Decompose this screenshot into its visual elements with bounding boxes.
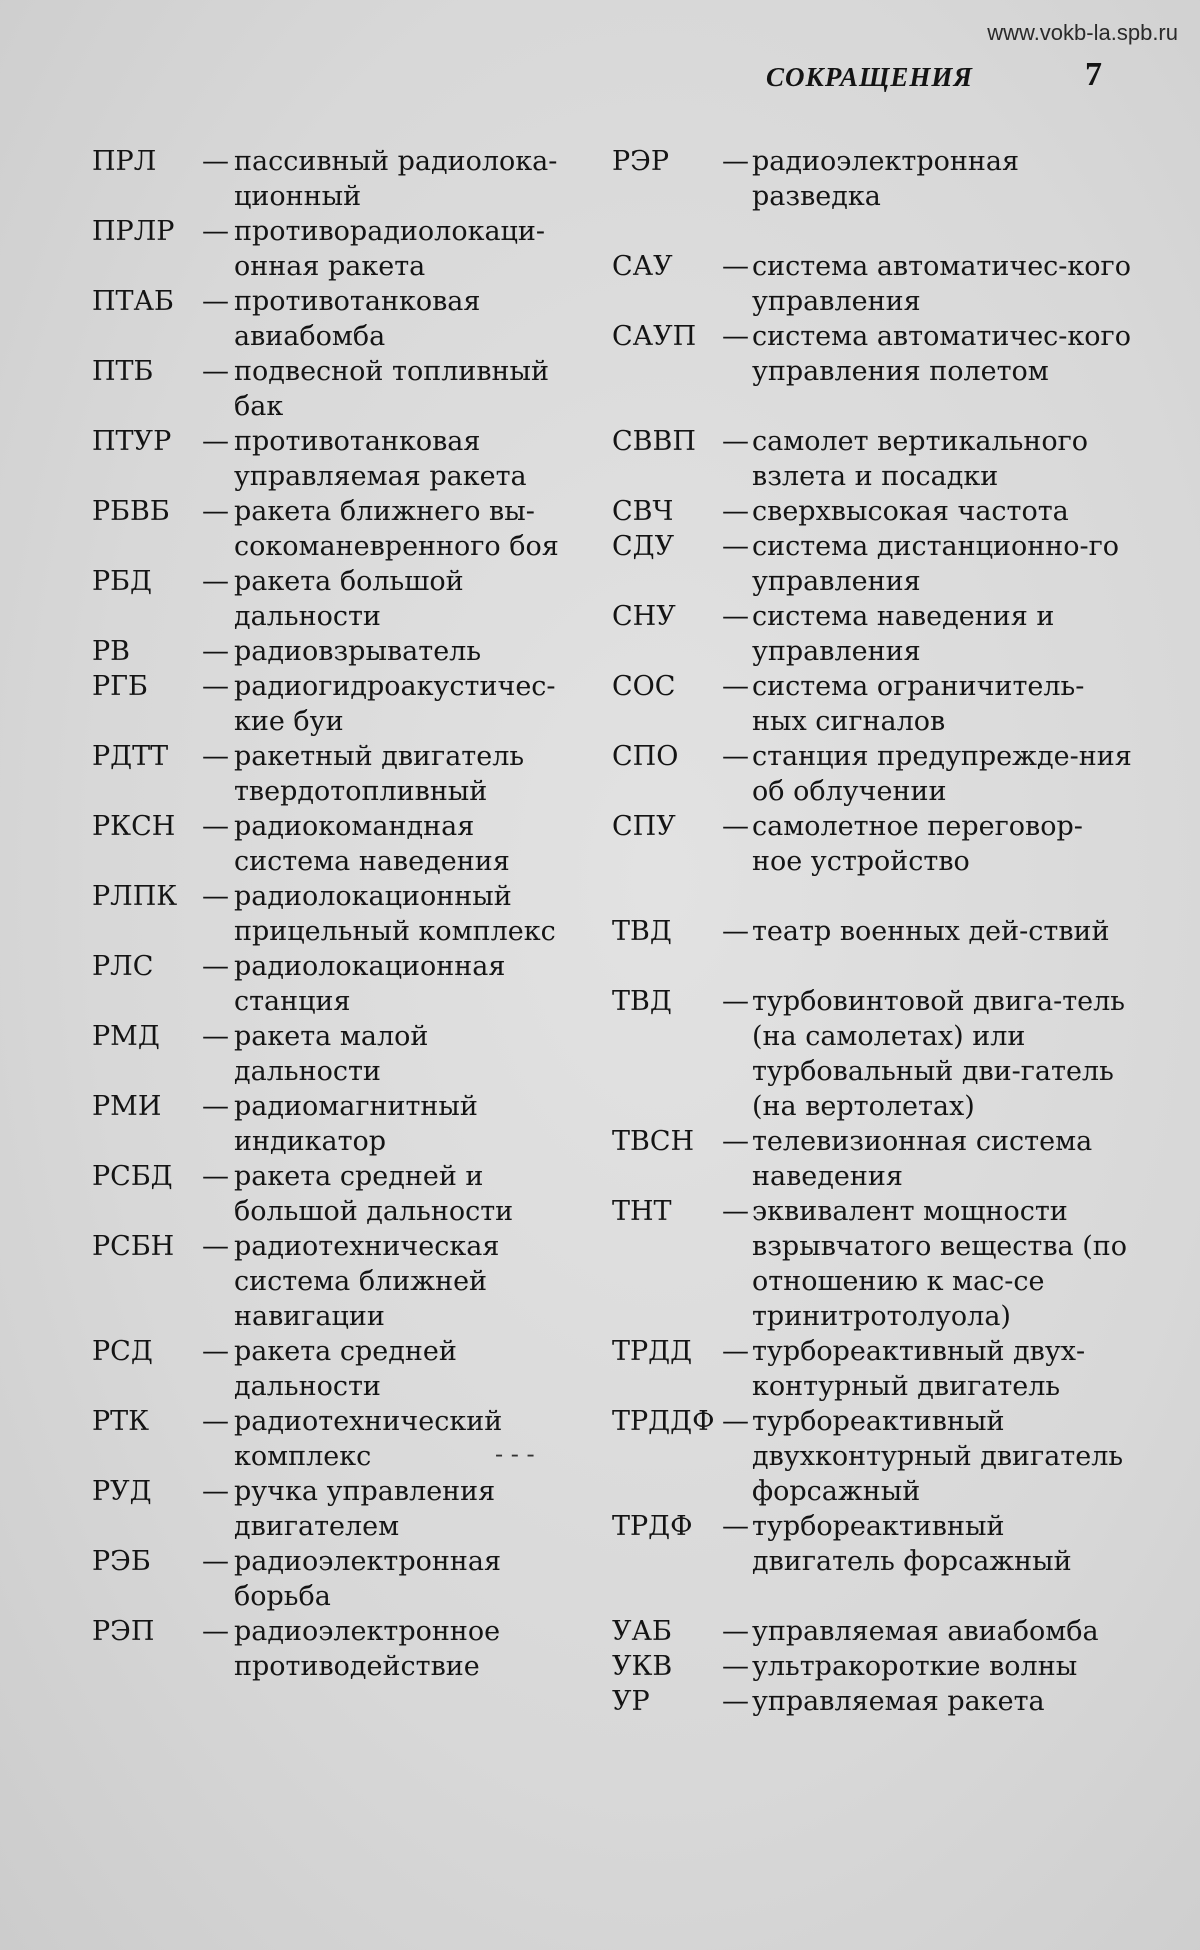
abbreviation-term: УКВ bbox=[612, 1651, 673, 1682]
abbreviation-entry bbox=[612, 529, 1132, 599]
abbreviation-definition: турбореактивный двухконтурный двигатель форсажный bbox=[752, 1406, 1124, 1507]
abbreviation-definition: радиоэлектронная борьба bbox=[234, 1546, 501, 1612]
abbreviation-definition: ракетный двигатель твердотопливный bbox=[234, 741, 525, 807]
em-dash: — bbox=[722, 531, 749, 562]
abbreviation-definition: подвесной топливный бак bbox=[234, 356, 550, 422]
abbreviation-term: РУД bbox=[92, 1476, 152, 1507]
em-dash: — bbox=[202, 1336, 229, 1367]
abbreviation-term: РЭП bbox=[92, 1616, 155, 1647]
em-dash: — bbox=[202, 1616, 229, 1647]
em-dash: — bbox=[722, 916, 749, 947]
em-dash: — bbox=[202, 496, 229, 527]
abbreviation-entry bbox=[612, 914, 1132, 984]
abbreviation-term: ТРДДФ bbox=[612, 1406, 715, 1437]
abbreviation-term: РБД bbox=[92, 566, 152, 597]
abbreviation-term: РЭБ bbox=[92, 1546, 151, 1577]
em-dash: — bbox=[722, 1511, 749, 1542]
abbreviation-definition: противотанковая авиабомба bbox=[234, 286, 481, 352]
abbreviation-definition: противорадиолокаци-онная ракета bbox=[234, 216, 546, 282]
abbreviation-definition: радиолокационный прицельный комплекс bbox=[234, 881, 556, 947]
em-dash: — bbox=[202, 1161, 229, 1192]
abbreviation-term: РВ bbox=[92, 636, 131, 667]
em-dash: — bbox=[722, 1686, 749, 1717]
abbreviation-entry bbox=[612, 1509, 1132, 1579]
em-dash: — bbox=[722, 146, 749, 177]
abbreviation-entry bbox=[92, 144, 572, 214]
abbreviation-term: СВЧ bbox=[612, 496, 674, 527]
abbreviation-entry bbox=[612, 809, 1132, 879]
abbreviation-definition: ультракороткие волны bbox=[752, 1651, 1078, 1682]
abbreviation-term: РЛПК bbox=[92, 881, 178, 912]
abbreviation-term: ТРДД bbox=[612, 1336, 693, 1367]
abbreviation-definition: ракета ближнего вы-сокоманевренного боя bbox=[234, 496, 559, 562]
abbreviation-definition: система ограничитель-ных сигналов bbox=[752, 671, 1085, 737]
em-dash: — bbox=[722, 601, 749, 632]
abbreviation-entry bbox=[92, 634, 572, 669]
abbreviation-entry bbox=[92, 1229, 572, 1334]
em-dash: — bbox=[722, 986, 749, 1017]
abbreviation-definition: радиотехническая система ближней навигации bbox=[234, 1231, 500, 1332]
abbreviation-term: ПРЛР bbox=[92, 216, 175, 247]
abbreviation-definition: радиомагнитный индикатор bbox=[234, 1091, 478, 1157]
abbreviation-entry bbox=[92, 1159, 572, 1229]
abbreviation-definition: ракета средней и большой дальности bbox=[234, 1161, 514, 1227]
abbreviation-term: УР bbox=[612, 1686, 650, 1717]
abbreviation-definition: самолетное переговор-ное устройство bbox=[752, 811, 1083, 877]
abbreviation-entry bbox=[92, 1544, 572, 1614]
abbreviation-definition: театр военных дей-ствий bbox=[752, 916, 1110, 947]
abbreviation-definition: радиокомандная система наведения bbox=[234, 811, 510, 877]
abbreviation-entry bbox=[612, 669, 1132, 739]
abbreviation-entry bbox=[92, 1614, 572, 1684]
abbreviation-definition: радиовзрыватель bbox=[234, 636, 482, 667]
abbreviation-definition: ручка управления двигателем bbox=[234, 1476, 496, 1542]
em-dash: — bbox=[722, 811, 749, 842]
em-dash: — bbox=[202, 741, 229, 772]
abbreviation-term: СПО bbox=[612, 741, 679, 772]
abbreviation-term: РМД bbox=[92, 1021, 160, 1052]
abbreviation-definition: ракета средней дальности bbox=[234, 1336, 457, 1402]
abbreviation-term: УАБ bbox=[612, 1616, 672, 1647]
abbreviation-term: РБВБ bbox=[92, 496, 170, 527]
em-dash: — bbox=[722, 1196, 749, 1227]
abbreviation-definition: радиоэлектронное противодействие bbox=[234, 1616, 501, 1682]
abbreviation-term: САУП bbox=[612, 321, 697, 352]
abbreviation-term: РТК bbox=[92, 1406, 150, 1437]
em-dash: — bbox=[722, 1651, 749, 1682]
abbreviation-entry bbox=[612, 1684, 1132, 1719]
abbreviation-term: ТРДФ bbox=[612, 1511, 693, 1542]
abbreviation-term: ПТАБ bbox=[92, 286, 174, 317]
abbreviation-entry bbox=[92, 564, 572, 634]
abbreviation-entry bbox=[92, 669, 572, 739]
em-dash: — bbox=[202, 951, 229, 982]
abbreviation-term: ПТУР bbox=[92, 426, 172, 457]
abbreviation-entry bbox=[92, 1474, 572, 1544]
abbreviation-term: СВВП bbox=[612, 426, 696, 457]
em-dash: — bbox=[202, 811, 229, 842]
em-dash: — bbox=[202, 216, 229, 247]
abbreviation-entry bbox=[612, 249, 1132, 319]
abbreviation-entry bbox=[612, 319, 1132, 424]
section-title: СОКРАЩЕНИЯ bbox=[766, 62, 973, 92]
abbreviation-term: СОС bbox=[612, 671, 676, 702]
abbreviations-right-column bbox=[612, 144, 1132, 1719]
abbreviation-term: ТВСН bbox=[612, 1126, 695, 1157]
em-dash: — bbox=[202, 1231, 229, 1262]
site-watermark: www.vokb-la.spb.ru bbox=[987, 20, 1178, 45]
abbreviation-term: РКСН bbox=[92, 811, 176, 842]
abbreviation-term: РЛС bbox=[92, 951, 154, 982]
abbreviation-entry bbox=[612, 424, 1132, 494]
abbreviation-entry bbox=[92, 494, 572, 564]
abbreviation-definition: турбореактивный двух-контурный двигатель bbox=[752, 1336, 1086, 1402]
em-dash: — bbox=[202, 286, 229, 317]
abbreviation-term: РСД bbox=[92, 1336, 153, 1367]
em-dash: — bbox=[722, 251, 749, 282]
abbreviation-term: РМИ bbox=[92, 1091, 162, 1122]
abbreviation-entry bbox=[612, 599, 1132, 669]
abbreviation-entry bbox=[612, 1649, 1132, 1684]
abbreviation-entry bbox=[92, 879, 572, 949]
em-dash: — bbox=[202, 881, 229, 912]
abbreviation-term: СПУ bbox=[612, 811, 676, 842]
em-dash: — bbox=[202, 671, 229, 702]
em-dash: — bbox=[202, 1406, 229, 1437]
abbreviation-entry bbox=[612, 1334, 1132, 1404]
em-dash: — bbox=[722, 321, 749, 352]
em-dash: — bbox=[202, 1091, 229, 1122]
page-number: 7 bbox=[1085, 56, 1102, 93]
em-dash: — bbox=[722, 741, 749, 772]
abbreviation-entry bbox=[612, 1194, 1132, 1334]
em-dash: — bbox=[202, 146, 229, 177]
em-dash: — bbox=[722, 496, 749, 527]
abbreviation-definition: система дистанционно-го управления bbox=[752, 531, 1119, 597]
abbreviation-term: САУ bbox=[612, 251, 673, 282]
stray-print-mark: - - - bbox=[495, 1440, 535, 1468]
abbreviation-definition: радиогидроакустичес-кие буи bbox=[234, 671, 556, 737]
em-dash: — bbox=[202, 1546, 229, 1577]
abbreviation-entry bbox=[92, 949, 572, 1019]
abbreviation-definition: радиоэлектронная разведка bbox=[752, 146, 1019, 212]
em-dash: — bbox=[202, 1021, 229, 1052]
abbreviation-entry bbox=[612, 739, 1132, 809]
abbreviation-term: РСБН bbox=[92, 1231, 175, 1262]
abbreviation-definition: радиолокационная станция bbox=[234, 951, 506, 1017]
abbreviation-entry bbox=[92, 424, 572, 494]
abbreviation-definition: турбовинтовой двига-тель (на самолетах) или турбовальный дви-гатель (на вертолетах) bbox=[752, 986, 1125, 1122]
abbreviation-definition: система автоматичес-кого управления bbox=[752, 251, 1131, 317]
abbreviation-term: ТНТ bbox=[612, 1196, 672, 1227]
abbreviation-term: ПТБ bbox=[92, 356, 154, 387]
abbreviation-entry bbox=[92, 1019, 572, 1089]
abbreviation-definition: ракета большой дальности bbox=[234, 566, 464, 632]
abbreviation-definition: станция предупрежде-ния об облучении bbox=[752, 741, 1132, 807]
abbreviation-definition: ракета малой дальности bbox=[234, 1021, 429, 1087]
em-dash: — bbox=[202, 636, 229, 667]
em-dash: — bbox=[202, 1476, 229, 1507]
abbreviation-definition: противотанковая управляемая ракета bbox=[234, 426, 527, 492]
abbreviation-term: РДТТ bbox=[92, 741, 169, 772]
abbreviation-entry bbox=[612, 1614, 1132, 1649]
abbreviation-term: СНУ bbox=[612, 601, 676, 632]
abbreviation-entry bbox=[92, 284, 572, 354]
em-dash: — bbox=[722, 671, 749, 702]
abbreviation-entry bbox=[92, 1334, 572, 1404]
abbreviation-entry bbox=[612, 984, 1132, 1124]
abbreviation-definition: система наведения и управления bbox=[752, 601, 1055, 667]
em-dash: — bbox=[722, 1616, 749, 1647]
abbreviation-definition: пассивный радиолока-ционный bbox=[234, 146, 558, 212]
abbreviation-definition: эквивалент мощности взрывчатого вещества (по отношению к мас-се тринитротолуола) bbox=[752, 1196, 1128, 1332]
abbreviation-entry bbox=[612, 144, 1132, 214]
em-dash: — bbox=[722, 1126, 749, 1157]
em-dash: — bbox=[722, 426, 749, 457]
abbreviation-definition: управляемая ракета bbox=[752, 1686, 1045, 1717]
abbreviation-definition: радиотехнический комплекс bbox=[234, 1406, 503, 1472]
abbreviation-entry bbox=[92, 354, 572, 424]
abbreviation-term: РСБД bbox=[92, 1161, 173, 1192]
abbreviation-term: ТВД bbox=[612, 916, 672, 947]
abbreviation-definition: турбореактивный двигатель форсажный bbox=[752, 1511, 1072, 1577]
em-dash: — bbox=[202, 426, 229, 457]
abbreviation-definition: управляемая авиабомба bbox=[752, 1616, 1099, 1647]
abbreviation-term: РГБ bbox=[92, 671, 148, 702]
abbreviation-entry bbox=[92, 214, 572, 284]
em-dash: — bbox=[202, 566, 229, 597]
abbreviation-definition: телевизионная система наведения bbox=[752, 1126, 1093, 1192]
abbreviation-entry bbox=[92, 739, 572, 809]
abbreviation-entry bbox=[92, 1089, 572, 1159]
abbreviation-entry bbox=[612, 1404, 1132, 1509]
abbreviation-definition: система автоматичес-кого управления полетом bbox=[752, 321, 1131, 387]
em-dash: — bbox=[722, 1406, 749, 1437]
abbreviation-term: ПРЛ bbox=[92, 146, 157, 177]
abbreviation-definition: сверхвысокая частота bbox=[752, 496, 1069, 527]
abbreviation-entry bbox=[612, 1124, 1132, 1194]
abbreviation-term: РЭР bbox=[612, 146, 669, 177]
abbreviation-term: СДУ bbox=[612, 531, 675, 562]
abbreviation-definition: самолет вертикального взлета и посадки bbox=[752, 426, 1088, 492]
em-dash: — bbox=[722, 1336, 749, 1367]
em-dash: — bbox=[202, 356, 229, 387]
abbreviation-term: ТВД bbox=[612, 986, 672, 1017]
abbreviation-entry bbox=[612, 494, 1132, 529]
abbreviation-entry bbox=[92, 809, 572, 879]
